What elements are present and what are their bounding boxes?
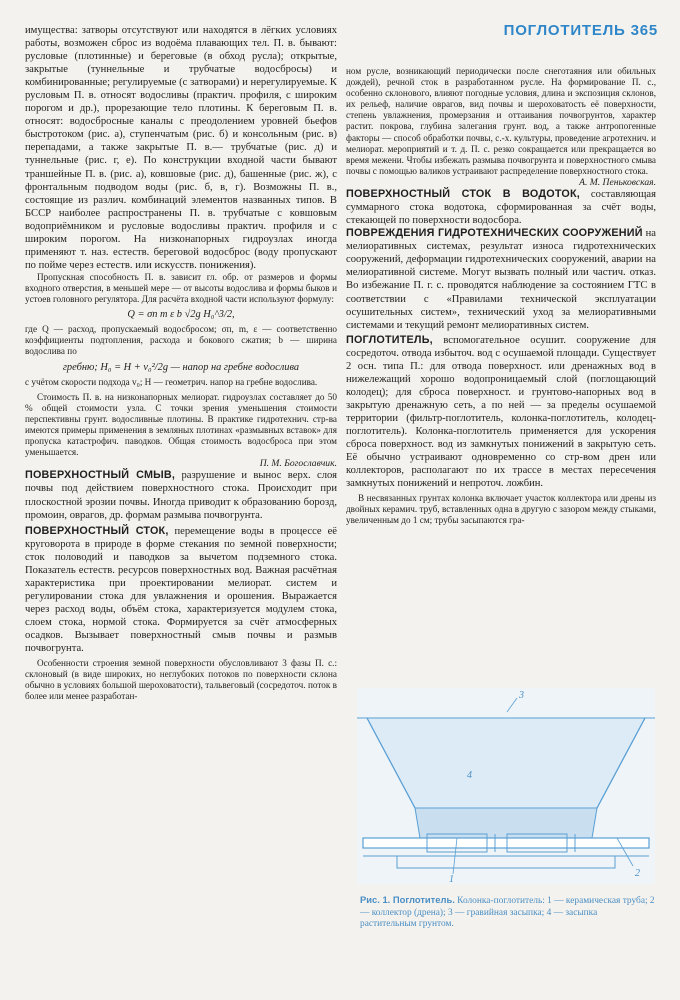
formula-note: с учётом скорости подхода v₀; H — геометрич. напор на гребне водослива. (25, 376, 318, 387)
absorber-diagram (357, 688, 655, 884)
small-paragraph: Пропускная способность П. в. зависит гл. обр. от размеров и формы входного отверстия, в меньшей мере — от высоты водослива и формы быков и устоев головного регулятора. Для расчёта входной части используют формулу: (25, 271, 337, 305)
article-entry (346, 334, 656, 491)
article-entry (346, 188, 656, 227)
figure-caption (360, 894, 656, 931)
figure-label: 4 (467, 770, 472, 781)
collector-drain (363, 838, 649, 848)
article-continuation: имущества: затворы отсутствуют или находятся в лёгких условиях работы, возможен сброс из водоёма плавающих тел. П. в. бывают: русловые (плотинные) и береговые (в обход русла); открытые, закрытые (туннельные и трубчатые водосбросы) и комбинированные; регулируемые (с затворами) и нерегулируемые. К русловым П. в. относят водосливы (практич. профиля, с широким порогом и др.), прорезающие тело плотины. К береговым П. в. относят: водосбросные каналы с преодолением уровней бьефов быстротоком (рис. а), ступенчатым (рис. б) и консольным (рис. в) перепадами, а также закрытые П. в.— трубчатые (рис. д) и туннельные (рис. г, е). По конструкции входной части бывают траншейные П. в. (рис. а), ковшовые (рис. д), башенные (рис. ж), с фронтальным подводом воды (рис. б, в, г). Возможны П. в., состоящие из различ. комбинаций элементов названных типов. В БССР наиболее распространены П. в. трубчатые с ковшовым водоприёмником и русловые водосливы практич. профиля и с широким порогом. На низконапорных гидроузлах иногда применяют т. наз. естеств. береговой водосброс (воду пропускают по пойме через естеств. или искусств. понижения). (25, 25, 337, 271)
running-head: ПОГЛОТИТЕЛЬ 365 (503, 22, 658, 39)
small-paragraph: В несвязанных грунтах колонка включает участок коллектора или дрены из двойных керамич. труб, вставленных одна в другую с зазором между стыками, увеличенным до 1 см; трубы засыпаются гра- (346, 493, 656, 526)
entry-heading: ПОВЕРХНОСТНЫЙ СТОК, (25, 524, 169, 537)
small-paragraph: ном русле, возникающий периодически после снеготаяния или обильных дождей), речной сток в разработанном русле. На формирование П. с., особенно склонового, влияют погодные условия, длина и экспозиция склонов, их рельеф, наличие оврагов, вид почвы и шероховатость её поверхности, степень увлажнения, промерзания и оттаивания почвогрунтов, характер растит. покрова, глубина залегания грунт. вод, а также антропогенные факторы — способ обработки почвы, с.-х. культуры, проведение агротехнич. и мелиорат. мероприятий и т. д. П. с. резко сокращается или прекращается во время межени. Чтобы избежать размыва почвогрунта и поверхностного смыва почвы с помощью валиков устраивают распределение поверхностного стока. (346, 66, 656, 176)
author-signature: П. М. Богославчик. (259, 458, 337, 470)
small-print-block (346, 66, 656, 177)
entry-heading: ПОГЛОТИТЕЛЬ, (346, 333, 433, 346)
figure-label: 2 (635, 868, 640, 879)
left-column (25, 24, 337, 702)
article-entry (25, 525, 337, 655)
small-paragraph: Особенности строения земной поверхности обусловливают 3 фазы П. с.: склоновый (в виде широких, но неглубоких потоков по поверхности склона обычно в условиях большой шероховатости), тальвеговый (сосредоточ. поток в более или менее разработан- (25, 658, 337, 702)
formula-note: где Q — расход, пропускаемый водосбросом; σп, m, ε — соответственно коэффициенты подтопления, расхода и бокового сжатия; b — ширина водослива по (25, 324, 337, 357)
entry-heading: ПОВЕРХНОСТНЫЙ СМЫВ, (25, 469, 176, 482)
entry-text: составляющая суммарного стока водотока, сформированная за счёт воды, стекающей по поверхности водосбора. (346, 189, 656, 227)
small-print-block (25, 272, 337, 305)
small-print-block (25, 392, 337, 459)
entry-heading: ПОВРЕЖДЕНИЯ ГИДРОТЕХНИЧЕСКИХ СООРУЖЕНИЙ (346, 227, 643, 240)
caption-text: Колонка-поглотитель: 1 — керамическая труба; 2 — коллектор (дрена); 3 — гравийная засыпка; 4 — засыпка растительным грунтом. (360, 896, 655, 929)
figure-label: 1 (449, 874, 454, 884)
right-column (346, 66, 656, 527)
formula: гребню; H₀ = H + v₀²/2g — напор на гребне водослива (62, 361, 300, 373)
entry-text: на мелиоративных системах, результат износа гидротехнических сооружений, деформации гидротехнических сооружений, аварии на мелиоративной системе. Могут вызвать полный или частич. отказ. Во избежание П. г. с. проводятся наблюдение за состоянием ГТС в соответствии с «Правилами технической эксплуатации осушительных систем», технический уход за мелиоративными системами и текущий ремонт мелиоративных систем. (346, 228, 656, 331)
small-print-block (25, 658, 337, 702)
formula: Q = σп m ε b √2g H₀^3/2, (127, 309, 235, 321)
entry-text: перемещение воды в процессе её круговорота в природе в форме стекания по земной поверхности; сток половодий и паводков за вычетом подземного стока. Показатель естеств. ресурсов поверхностных вод. Важная расчётная характеристика при проектировании мелиорат. систем и регулировании стока для увлажнения и орошения. Выражается через расход воды, объём стока, характеризуется модулем стока, слоем стока, нормой стока. Формируется за счёт атмосферных осадков. Вызывает поверхностный смыв почвы и размыв почвогрунта. (25, 525, 337, 655)
author-signature: А. М. Пеньковская. (579, 176, 656, 188)
topsoil-fill (367, 718, 645, 808)
figure-label: 3 (519, 690, 524, 701)
small-paragraph: Стоимость П. в. на низконапорных мелиорат. гидроузлах составляет до 50 % общей стоимости узла. С точки зрения уменьшения стоимости перспективны грунт. водосливные плотины. В практике гидротехнич. стр-ва имеются примеры применения в земляных плотинах «размывных вставок» для пропуска катастрофич. паводков. Общая стоимость водосброса при этом уменьшается. (25, 391, 337, 458)
entry-text: вспомогательное осушит. сооружение для сосредоточ. отвода избыточ. вод с осушаемой площади. Существует 2 осн. типа П.: для отвода поверхност. или дренажных вод в нижележащий хорошо водопроницаемый слой (поглощающий колодец); для сброса поверхност. и грунтово-напорных вод в закрытую дренажную сеть, а по ней — за пределы осушаемой территории (фильтр-поглотитель, колонка-поглотитель, колодец-поглотитель). Колонка-поглотитель применяется для ускорения сброса поверхност. вод из замкнутых понижений в закрытую сеть. Её обычно устраивают одновременно со стр-вом дрен или коллекторов, располагают по их трассе в местах пересечения замкнутых понижений и непроточ. ложбин. (346, 334, 656, 490)
entry-text: разрушение и вынос верх. слоя почвы под действием поверхностного стока. Происходит при плоскостной эрозии почвы. Иногда приводит к образованию борозд, промоин, оврагов, др. формам размыва почвогрунта. (25, 470, 337, 521)
article-entry (25, 469, 337, 521)
article-entry (346, 227, 656, 331)
entry-heading: ПОВЕРХНОСТНЫЙ СТОК В ВОДОТОК, (346, 188, 580, 201)
caption-title: Рис. 1. Поглотитель. (360, 894, 455, 905)
small-print-block (346, 493, 656, 526)
